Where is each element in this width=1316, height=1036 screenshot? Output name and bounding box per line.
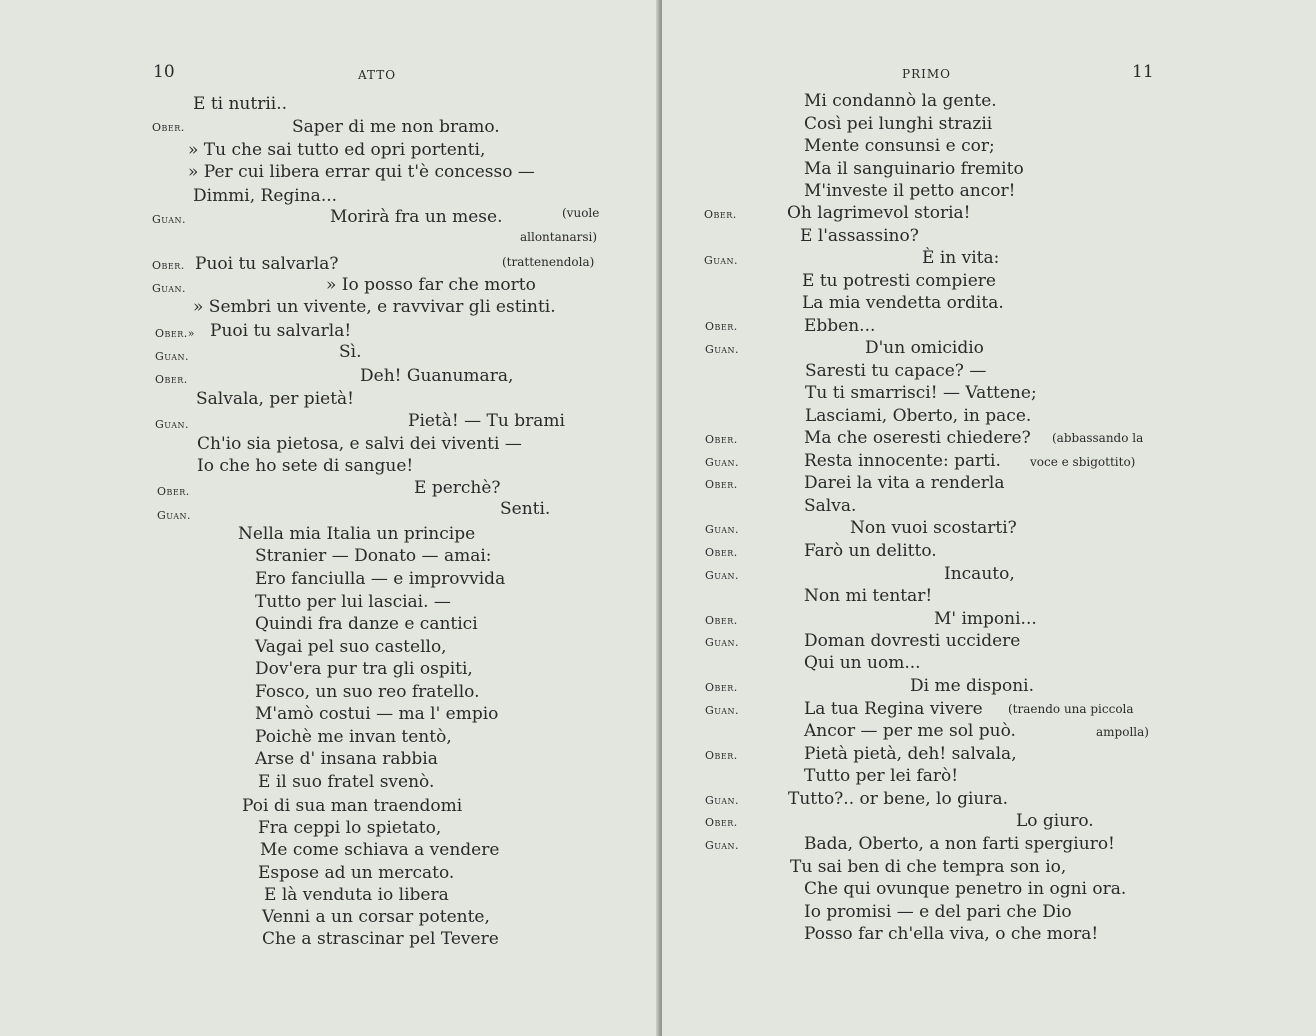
verse-line: Ch'io sia pietosa, e salvi dei viventi —: [197, 434, 522, 454]
verse-line: » Per cui libera errar qui t'è concesso —: [188, 162, 535, 182]
speaker-label: Guan.: [705, 456, 740, 469]
speaker-label: Ober.: [152, 121, 185, 134]
page-number: 11: [1132, 62, 1154, 82]
speaker-label: Ober.: [705, 478, 738, 491]
verse-line: Saper di me non bramo.: [292, 117, 500, 137]
right-page: [662, 0, 1316, 1036]
verse-line: Farò un delitto.: [804, 541, 937, 561]
speaker-label: Ober.: [705, 433, 738, 446]
verse-line: Venni a un corsar potente,: [262, 907, 490, 927]
verse-line: Salvala, per pietà!: [196, 389, 354, 409]
verse-line: Tutto per lui lasciai. —: [255, 592, 451, 612]
verse-line: Incauto,: [944, 564, 1015, 584]
verse-line: Oh lagrimevol storia!: [787, 203, 971, 223]
verse-line: Di me disponi.: [910, 676, 1035, 696]
verse-line: Pietà! — Tu brami: [408, 411, 565, 431]
verse-line: Non vuoi scostarti?: [850, 518, 1017, 538]
verse-line: M'amò costui — ma l' empio: [255, 704, 499, 724]
verse-line: Me come schiava a vendere: [260, 840, 500, 860]
verse-line: Dov'era pur tra gli ospiti,: [255, 659, 473, 679]
verse-line: Fra ceppi lo spietato,: [258, 818, 442, 838]
verse-line: Mente consunsi e cor;: [804, 136, 995, 156]
verse-line: Lo giuro.: [1016, 811, 1094, 831]
verse-line: Tu ti smarrisci! — Vattene;: [805, 383, 1037, 403]
speaker-label: Guan.: [155, 350, 190, 363]
speaker-label: Guan.: [157, 509, 192, 522]
verse-line: E perchè?: [414, 478, 501, 498]
speaker-label: Ober.: [155, 373, 188, 386]
verse-line: Posso far ch'ella viva, o che mora!: [804, 924, 1099, 944]
verse-line: Che a strascinar pel Tevere: [262, 929, 499, 949]
verse-line: » Tu che sai tutto ed opri portenti,: [188, 140, 486, 160]
speaker-label: Ober.: [705, 320, 738, 333]
speaker-label: Ober.»: [155, 327, 195, 340]
verse-line: Nella mia Italia un principe: [238, 524, 476, 544]
verse-line: E ti nutrii..: [193, 94, 288, 114]
verse-line: Tutto per lei farò!: [804, 766, 959, 786]
speaker-label: Guan.: [705, 523, 740, 536]
verse-line: Così pei lunghi strazii: [804, 114, 993, 134]
verse-line: E là venduta io libera: [264, 885, 449, 905]
verse-line: Che qui ovunque penetro in ogni ora.: [804, 879, 1127, 899]
speaker-label: Ober.: [704, 208, 737, 221]
verse-line: E l'assassino?: [800, 226, 919, 246]
running-head: PRIMO: [902, 67, 951, 81]
stage-direction: (traendo una piccola: [1008, 702, 1134, 716]
speaker-label: Ober.: [705, 816, 738, 829]
verse-line: Ma il sanguinario fremito: [804, 159, 1024, 179]
speaker-label: Ober.: [705, 681, 738, 694]
verse-line: Poichè me invan tentò,: [255, 727, 452, 747]
running-head: ATTO: [358, 68, 397, 82]
verse-line: Tutto?.. or bene, lo giura.: [788, 789, 1009, 809]
verse-line: Darei la vita a renderla: [804, 473, 1005, 493]
verse-line: Fosco, un suo reo fratello.: [255, 682, 480, 702]
stage-direction: ampolla): [1096, 725, 1149, 739]
verse-line: La mia vendetta ordita.: [802, 293, 1004, 313]
verse-line: Non mi tentar!: [804, 586, 933, 606]
stage-direction: allontanarsi): [520, 230, 598, 244]
verse-line: Senti.: [500, 499, 551, 519]
verse-line: Qui un uom...: [804, 653, 921, 673]
speaker-label: Guan.: [705, 704, 740, 717]
verse-line: È in vita:: [922, 248, 1000, 268]
stage-direction: voce e sbigottito): [1030, 455, 1136, 469]
speaker-label: Guan.: [705, 794, 740, 807]
speaker-label: Ober.: [157, 485, 190, 498]
verse-line: Puoi tu salvarla?: [195, 254, 339, 274]
verse-line: Saresti tu capace? —: [805, 361, 987, 381]
verse-line: Doman dovresti uccidere: [804, 631, 1021, 651]
verse-line: Espose ad un mercato.: [258, 863, 455, 883]
verse-line: Salva.: [804, 496, 857, 516]
verse-line: Ero fanciulla — e improvvida: [255, 569, 506, 589]
speaker-label: Guan.: [704, 254, 739, 267]
verse-line: Poi di sua man traendomi: [242, 796, 463, 816]
verse-line: Ebben...: [804, 316, 876, 336]
verse-line: » Sembri un vivente, e ravvivar gli estinti.: [193, 297, 556, 317]
verse-line: Stranier — Donato — amai:: [255, 546, 492, 566]
verse-line: Tu sai ben di che tempra son io,: [790, 857, 1067, 877]
speaker-label: Ober.: [705, 749, 738, 762]
verse-line: Io promisi — e del pari che Dio: [804, 902, 1072, 922]
verse-line: Resta innocente: parti.: [804, 451, 1001, 471]
speaker-label: Guan.: [705, 636, 740, 649]
verse-line: Vagai pel suo castello,: [255, 637, 447, 657]
speaker-label: Ober.: [152, 259, 185, 272]
verse-line: Puoi tu salvarla!: [210, 321, 352, 341]
stage-direction: (abbassando la: [1052, 431, 1144, 445]
verse-line: D'un omicidio: [865, 338, 984, 358]
speaker-label: Guan.: [152, 213, 187, 226]
speaker-label: Guan.: [705, 839, 740, 852]
verse-line: Ancor — per me sol può.: [804, 721, 1016, 741]
verse-line: La tua Regina vivere: [804, 699, 983, 719]
speaker-label: Guan.: [155, 418, 190, 431]
speaker-label: Guan.: [705, 343, 740, 356]
verse-line: » Io posso far che morto: [326, 275, 536, 295]
verse-line: Lasciami, Oberto, in pace.: [805, 406, 1032, 426]
page-number: 10: [153, 62, 175, 82]
verse-line: Pietà pietà, deh! salvala,: [804, 744, 1017, 764]
speaker-label: Ober.: [705, 546, 738, 559]
verse-line: Bada, Oberto, a non farti spergiuro!: [804, 834, 1115, 854]
speaker-label: Guan.: [705, 569, 740, 582]
speaker-label: Ober.: [705, 614, 738, 627]
verse-line: Dimmi, Regina...: [193, 186, 338, 206]
verse-line: Sì.: [339, 342, 362, 362]
verse-line: Morirà fra un mese.: [330, 207, 503, 227]
verse-line: M' imponi...: [934, 609, 1037, 629]
stage-direction: (trattenendola): [502, 255, 595, 269]
verse-line: Deh! Guanumara,: [360, 366, 514, 386]
stage-direction: (vuole: [562, 206, 600, 220]
verse-line: M'investe il petto ancor!: [804, 181, 1016, 201]
verse-line: Io che ho sete di sangue!: [197, 456, 414, 476]
verse-line: Ma che oseresti chiedere?: [804, 428, 1031, 448]
speaker-label: Guan.: [152, 282, 187, 295]
verse-line: Quindi fra danze e cantici: [255, 614, 478, 634]
verse-line: Mi condannò la gente.: [804, 91, 997, 111]
verse-line: Arse d' insana rabbia: [255, 749, 438, 769]
verse-line: E tu potresti compiere: [802, 271, 996, 291]
verse-line: E il suo fratel svenò.: [258, 772, 435, 792]
